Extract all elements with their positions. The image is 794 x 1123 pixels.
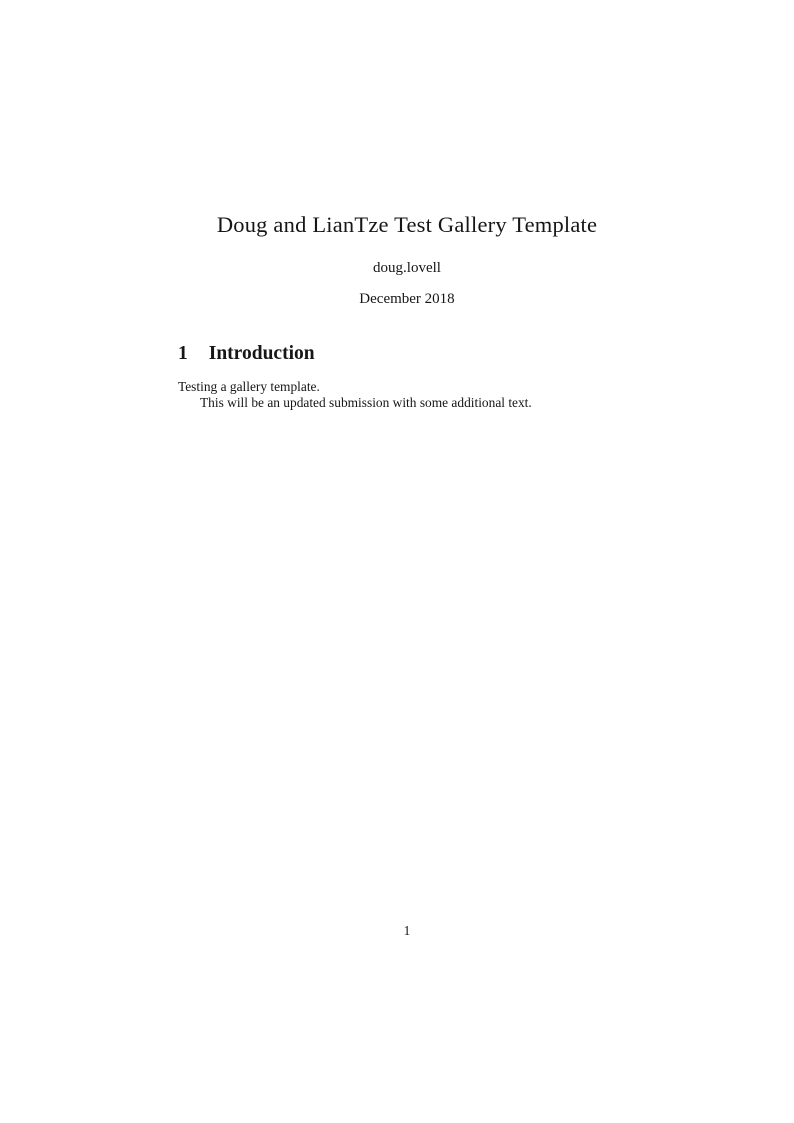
section-title: Introduction (208, 343, 315, 364)
page-number: 1 (403, 923, 411, 938)
section-heading-introduction (178, 342, 636, 366)
paper-date: December 2018 (359, 291, 455, 307)
paragraph-second: This will be an updated submission with some additional text. (200, 395, 532, 410)
paper-title: Doug and LianTze Test Gallery Template (216, 212, 598, 237)
paper-author: doug.lovell (373, 260, 441, 276)
section-number: 1 (178, 343, 188, 364)
paragraph-first: Testing a gallery template. (178, 379, 320, 394)
